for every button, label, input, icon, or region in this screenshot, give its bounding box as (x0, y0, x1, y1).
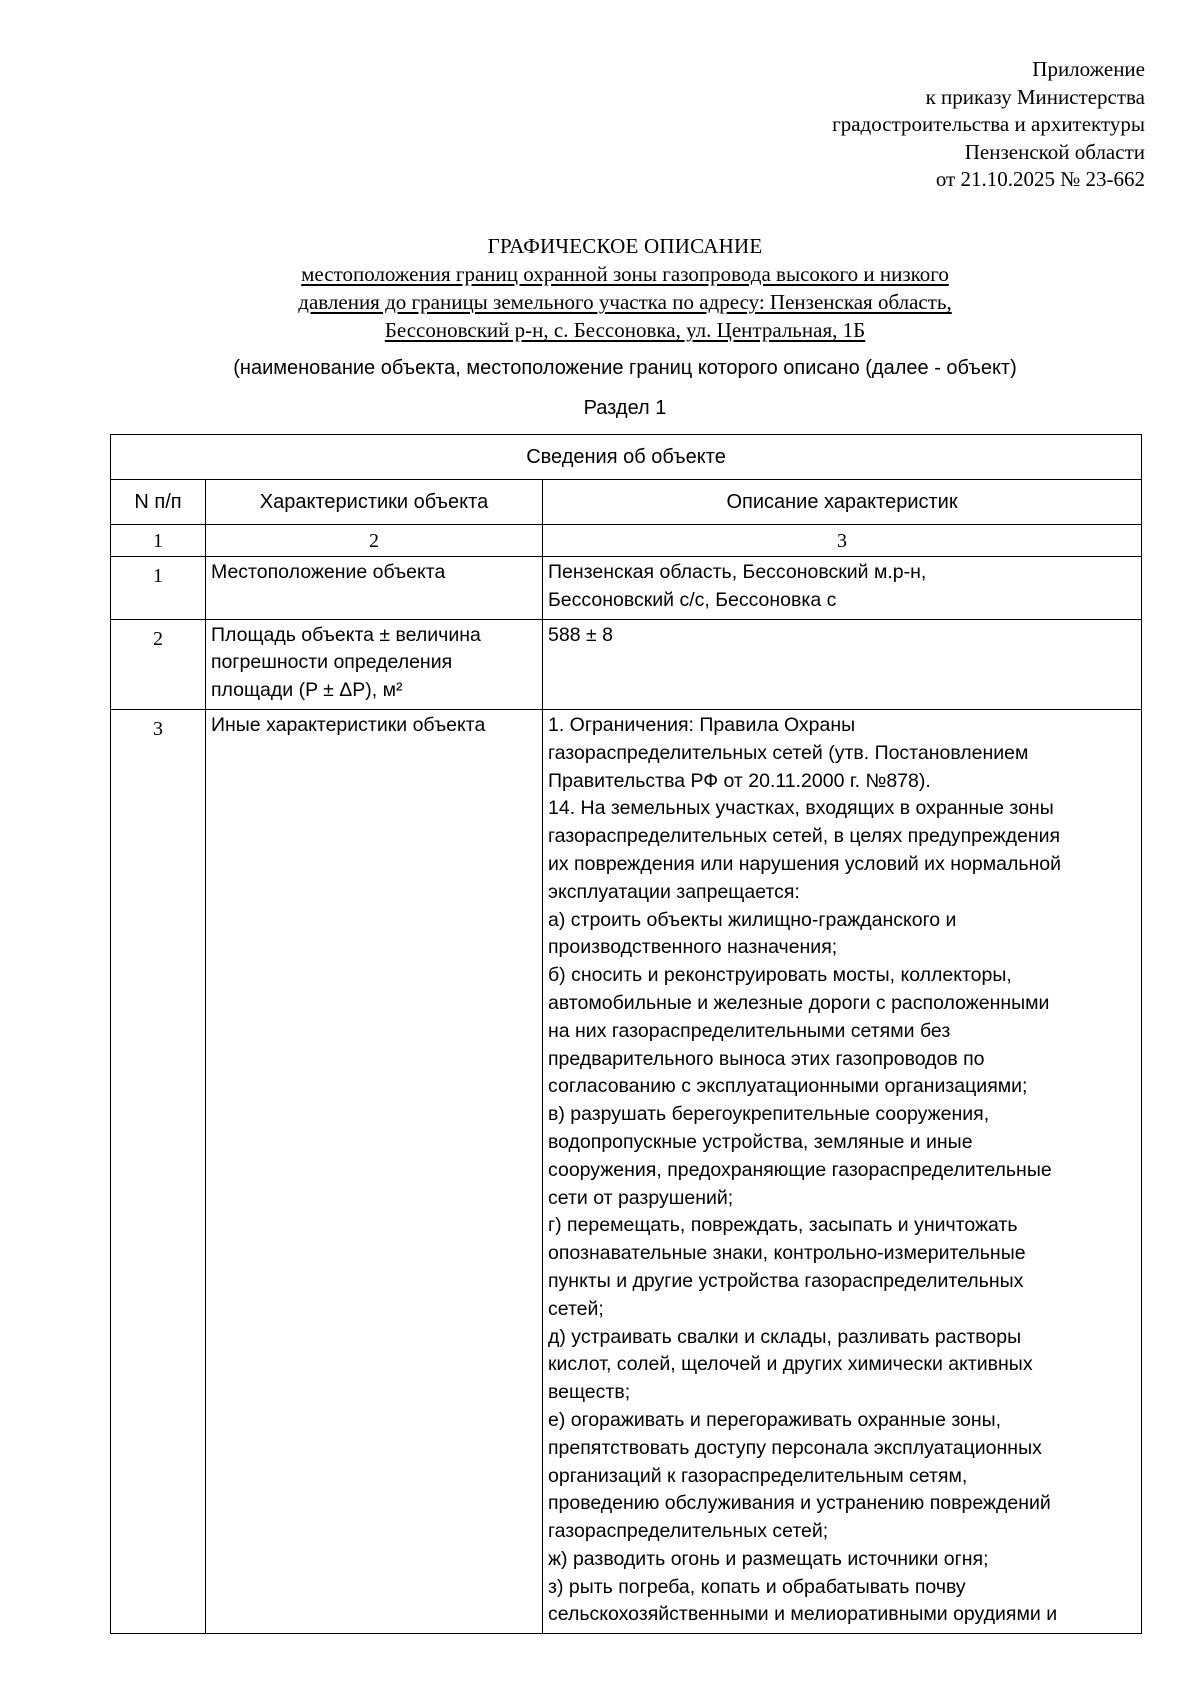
description-line: Бессоновский с/с, Бессоновка с (548, 588, 837, 611)
row-label (206, 619, 543, 709)
column-number-cell: 1 (111, 525, 206, 557)
label-line: Иные характеристики объекта (211, 713, 486, 736)
row-label (206, 557, 543, 620)
description-line: веществ; (548, 1381, 631, 1404)
description-line: в) разрушать берегоукрепительные сооружения, (548, 1103, 990, 1126)
object-info-table (110, 434, 1142, 1634)
label-line: площади (P ± ΔP), м² (211, 679, 403, 702)
column-number-cell: 2 (206, 525, 543, 557)
header-line: градостроительства и архитектуры (832, 112, 1145, 136)
description-line: Пензенская область, Бессоновский м.р-н, (548, 561, 927, 583)
description-line: газораспределительных сетей, в целях предупреждения (548, 825, 1061, 848)
description-line: з) рыть погреба, копать и обрабатывать почву (548, 1575, 966, 1598)
label-line: погрешности определения (211, 651, 453, 674)
label-line: Площадь объекта ± величина (211, 623, 481, 646)
object-name-note: (наименование объекта, местоположение границ которого описано (далее - объект) (233, 357, 1017, 379)
header-line: Пензенской области (964, 139, 1145, 164)
column-header-characteristic: Характеристики объекта (206, 480, 543, 525)
row-number: 2 (111, 619, 206, 709)
description-line: сети от разрушений; (548, 1186, 734, 1209)
row-number: 1 (111, 557, 206, 620)
description-line: ж) разводить огонь и размещать источники огня; (548, 1547, 989, 1570)
appendix-header (832, 56, 1145, 194)
table-caption: Сведения об объекте (111, 435, 1142, 480)
description-line: газораспределительных сетей; (548, 1520, 829, 1543)
description-line: 588 ± 8 (548, 623, 613, 646)
description-line: е) огораживать и перегораживать охранные зоны, (548, 1408, 1002, 1431)
description-line: на них газораспределительными сетями без (548, 1019, 951, 1042)
row-label (206, 709, 543, 1633)
document-subtitle-line: Бессоновский р-н, с. Бессоновка, ул. Центральная, 1Б (384, 318, 866, 342)
description-line: газораспределительных сетей (утв. Постановлением (548, 741, 1029, 764)
description-line: эксплуатации запрещается: (548, 880, 800, 903)
column-number-cell: 3 (543, 525, 1142, 557)
description-line: кислот, солей, щелочей и других химически активных (548, 1353, 1033, 1376)
description-line: сооружения, предохраняющие газораспределительные (548, 1158, 1052, 1181)
description-line: а) строить объекты жилищно-гражданского и (548, 908, 957, 931)
row-number: 3 (111, 709, 206, 1633)
description-line: 14. На земельных участках, входящих в охранные зоны (548, 797, 1054, 820)
description-line: водопропускные устройства, земляные и иные (548, 1130, 973, 1153)
document-title: ГРАФИЧЕСКОЕ ОПИСАНИЕ (487, 234, 763, 258)
description-line: Правительства РФ от 20.11.2000 г. №878). (548, 769, 931, 792)
description-line: г) перемещать, повреждать, засыпать и уничтожать (548, 1214, 1018, 1237)
row-description (543, 619, 1142, 709)
label-line: Местоположение объекта (211, 561, 446, 583)
document-title-block (110, 232, 1140, 344)
table-row (111, 557, 1142, 620)
description-line: согласованию с эксплуатационными организациями; (548, 1075, 1028, 1098)
document-subtitle-line: местоположения границ охранной зоны газопровода высокого и низкого (301, 262, 949, 286)
description-line: их повреждения или нарушения условий их нормальной (548, 852, 1061, 875)
column-header-description: Описание характеристик (543, 480, 1142, 525)
description-line: пункты и другие устройства газораспределительных (548, 1269, 1024, 1292)
description-line: б) сносить и реконструировать мосты, коллекторы, (548, 964, 1012, 987)
header-line: Приложение (1032, 57, 1145, 81)
row-description (543, 709, 1142, 1633)
column-header-number: N п/п (111, 480, 206, 525)
section-label: Раздел 1 (583, 397, 667, 419)
description-line: сетей; (548, 1297, 604, 1320)
description-line: предварительного выноса этих газопроводов по (548, 1047, 985, 1070)
table-row (111, 619, 1142, 709)
header-line: от 21.10.2025 № 23-662 (935, 167, 1145, 191)
description-line: препятствовать доступу персонала эксплуатационных (548, 1436, 1042, 1459)
row-description (543, 557, 1142, 620)
description-line: автомобильные и железные дороги с расположенными (548, 991, 1050, 1014)
description-line: организаций к газораспределительным сетям, (548, 1464, 968, 1487)
description-line: производственного назначения; (548, 936, 838, 959)
description-line: 1. Ограничения: Правила Охраны (548, 713, 856, 736)
document-subtitle-line: давления до границы земельного участка по адресу: Пензенская область, (298, 290, 952, 314)
description-line: проведению обслуживания и устранению повреждений (548, 1492, 1051, 1515)
description-line: сельскохозяйственными и мелиоративными орудиями и (548, 1603, 1058, 1626)
table-row (111, 709, 1142, 1633)
description-line: опознавательные знаки, контрольно-измерительные (548, 1242, 1026, 1265)
header-line: к приказу Министерства (925, 84, 1145, 109)
description-line: д) устраивать свалки и склады, разливать растворы (548, 1325, 1022, 1348)
